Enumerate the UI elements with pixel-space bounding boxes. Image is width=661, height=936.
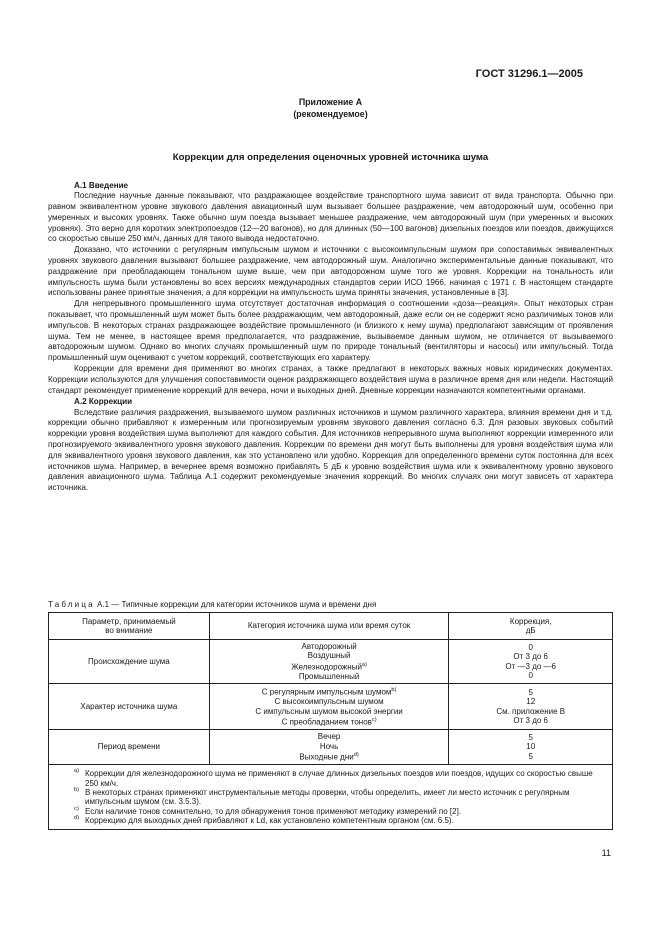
category-label: С импульсным шумом высокой энергии [255,706,403,716]
row-corrections [449,640,613,684]
category-item [213,697,446,706]
correction-value: От 3 до 6 [513,716,548,726]
appendix-title: Приложение А [298,97,363,107]
correction-value: 5 [528,687,533,697]
footnote-text: В некоторых странах применяют инструментальные методы проверки, чтобы определить, имеет ли место источник с регулярным импульсным шумом (см. 3.5.3). [85,787,570,807]
category-item [213,672,446,681]
category-label: Ночь [319,741,339,751]
a1-paragraph-4: Коррекции для времени дня применяют во многих странах, а также предлагают в некоторых важных новых юридических документах. Коррекции используются для улучшения сопоставимости оценок раздражающего воздействия шума в различное время дня или недели. Настоящий стандарт рекомендует применение коррекций для вечера, ночи и выходных дней. Дневные коррекции назначаются компетентными органами. [48,363,613,395]
row-parameter: Период времени [49,730,210,765]
table-caption [48,600,613,609]
category-label: С регулярным импульсным шумом [261,687,392,697]
footnote-text: Если наличие тонов сомнительно, то для обнаружения тонов применяют методику измерений по [2]. [85,806,462,816]
table-row [49,684,613,730]
category-label: Автодорожный [301,642,357,651]
category-label: Железнодорожный [291,662,362,672]
correction-value: От 3 до 6 [513,652,548,662]
category-item [213,707,446,716]
category-item [213,651,446,660]
a1-paragraph-2: Доказано, что источники с регулярным импульсным шумом и источники с высокоимпульсным шумом при сопоставимых эквивалентных уровнях звукового давления вызывают большее раздражение, чем автодорожный шум. Аналогично экспериментальные данные показывают, что раздражение при преобладающем тональном шуме выше, чем при автодорожном шуме того же уровня. Коррекции на тональность или импульсность шума были установлены во всех версиях международных стандартов серии ИСО 1966, начиная с 1971 г. В настоящем стандарте использованы ранее принятые значения, а для коррекции на импульсность шума приняты значения, установленные в [3]. [48,245,613,298]
footnote-mark: a) [361,661,367,668]
footnote [59,807,606,816]
row-categories [209,730,449,765]
category-label: С преобладанием тонов [281,717,372,727]
footnote-text: Коррекцию для выходных дней прибавляют к Ld, как установлено компетентным органом (см. 6.5). [85,816,454,826]
category-item [213,686,446,697]
row-parameter: Характер источника шума [49,684,210,730]
appendix-status: (рекомендуемое) [293,109,368,119]
category-item [213,742,446,751]
a1-paragraph-3: Для непрерывного промышленного шума отсутствует достаточная информация о соотношении «доза—реакция». Опыт некоторых стран показывает, что промышленный шум может быть более раздражающим, чем автодорожный, даже если он не содержит ясно различимых тонов или импульсов. В некоторых странах раздражающее воздействие промышленного (и близкого к нему шума) предполагают зависящим от проявления шума. Тем не менее, в настоящее время предполагается, что раздражение, вызываемое данным шумом, не отличается от вызываемого автодорожным шумом. Однако во многих случаях промышленный шум по природе тональный (вентиляторы и насосы) или импульсный. Тогда промышленный шум оценивают с учетом коррекций, соответствующих его характеру. [48,299,613,363]
a2-paragraph-1: Вследствие различия раздражения, вызываемого шумом различных источников и шумом различного характера, влияния времени дня и т.д. коррекции обычно прибавляют к измеренным или прогнозируемым уровням звукового давления согласно 6.3. Для разовых звуковых событий коррекции уровня воздействия шума выполняют для каждого события. Для источников непрерывного шума выполняют коррекции измеренного или прогнозируемого эквивалентного уровня звукового давления. Коррекции по времени дня могут быть выполнены для уровня воздействия шума или для эквивалентного уровня звукового давления, как это установлено или удобно. Коррекция для определенного времени суток постоянна для всех источников шума. Например, в вечернее время возможно прибавлять 5 дБ к уровню воздействия шума или к эквивалентному уровню звукового давления авиационного шума. Таблица А.1 содержит рекомендуемые значения коррекций. Во многих случаях они могут зависеть от характера источника. [48,407,613,493]
category-label: Выходные дни [299,752,354,762]
footnote-marker: b) [73,786,79,793]
header-parameter: Параметр, принимаемый во внимание [49,613,210,640]
category-label: С высокоимпульсным шумом [274,697,384,707]
footnote-marker: a) [73,768,79,775]
table-notes-row [49,765,613,829]
row-categories [209,640,449,684]
corrections-table [48,612,613,830]
footnote-mark: d) [353,752,359,759]
table-row [49,730,613,765]
appendix-heading [48,96,613,120]
footnote-mark: b) [391,687,397,694]
table-row [49,640,613,684]
page-number: 11 [601,848,611,858]
standard-number: ГОСТ 31296.1—2005 [475,68,583,80]
header-correction: Коррекция, дБ [449,613,613,640]
correction-value: 5 [528,733,533,743]
footnote-marker: d) [73,815,79,822]
table-caption-text: А.1 — Типичные коррекции для категории источников шума и времени дня [97,600,377,609]
row-parameter: Происхождение шума [49,640,210,684]
footnote-mark: c) [371,717,377,724]
document-body [48,180,613,494]
correction-value: 5 [528,751,533,761]
footnote [59,816,606,825]
row-corrections [449,730,613,765]
category-item [213,642,446,651]
category-item [213,716,446,727]
table-header-row [49,613,613,640]
correction-value: 0 [528,671,533,681]
a1-heading: А.1 Введение [74,181,129,190]
table-notes [49,765,613,829]
a2-heading: А.2 Коррекции [74,397,133,407]
footnote [59,788,606,807]
correction-value: 0 [528,642,533,652]
correction-value: См. приложение В [496,706,566,716]
row-corrections [449,684,613,730]
footnote-marker: c) [74,805,79,812]
correction-value: 12 [526,697,536,707]
row-categories [209,684,449,730]
category-label: Воздушный [307,651,351,661]
footnote-text: Коррекции для железнодорожного шума не применяют в случае длинных дизельных поездов или поездов, идущих со скоростью свыше 250 км/ч. [85,769,593,788]
category-item [213,751,446,762]
category-label: Вечер [317,732,341,742]
correction-value: 10 [526,742,536,752]
correction-value: От —3 до —6 [505,661,556,671]
section-title: Коррекции для определения оценочных уровней источника шума [172,152,489,163]
category-label: Промышленный [298,671,360,681]
table-caption-word: Таблица [48,600,95,609]
footnote [59,769,606,788]
header-category: Категория источника шума или время суток [209,613,449,640]
category-item [213,732,446,741]
category-item [213,661,446,672]
a1-paragraph-1: Последние научные данные показывают, что раздражающее воздействие транспортного шума зависит от вида транспорта. Обычно при равном эквивалентном уровне звукового давления авиационный шум вызывает большее раздражение, чем автодорожный шум, особенно при умеренных и высоких уровнях. Также обычно шум поезда вызывает меньшее раздражение, чем автодорожный шум (при умеренных и высоких уровнях). Это верно для коротких электропоездов (12—20 вагонов), но для длинных (50—100 вагонов) дизельных поездов или поездов, движущихся со скоростью свыше 250 км/ч, данных для такого вывода недостаточно. [48,191,613,244]
